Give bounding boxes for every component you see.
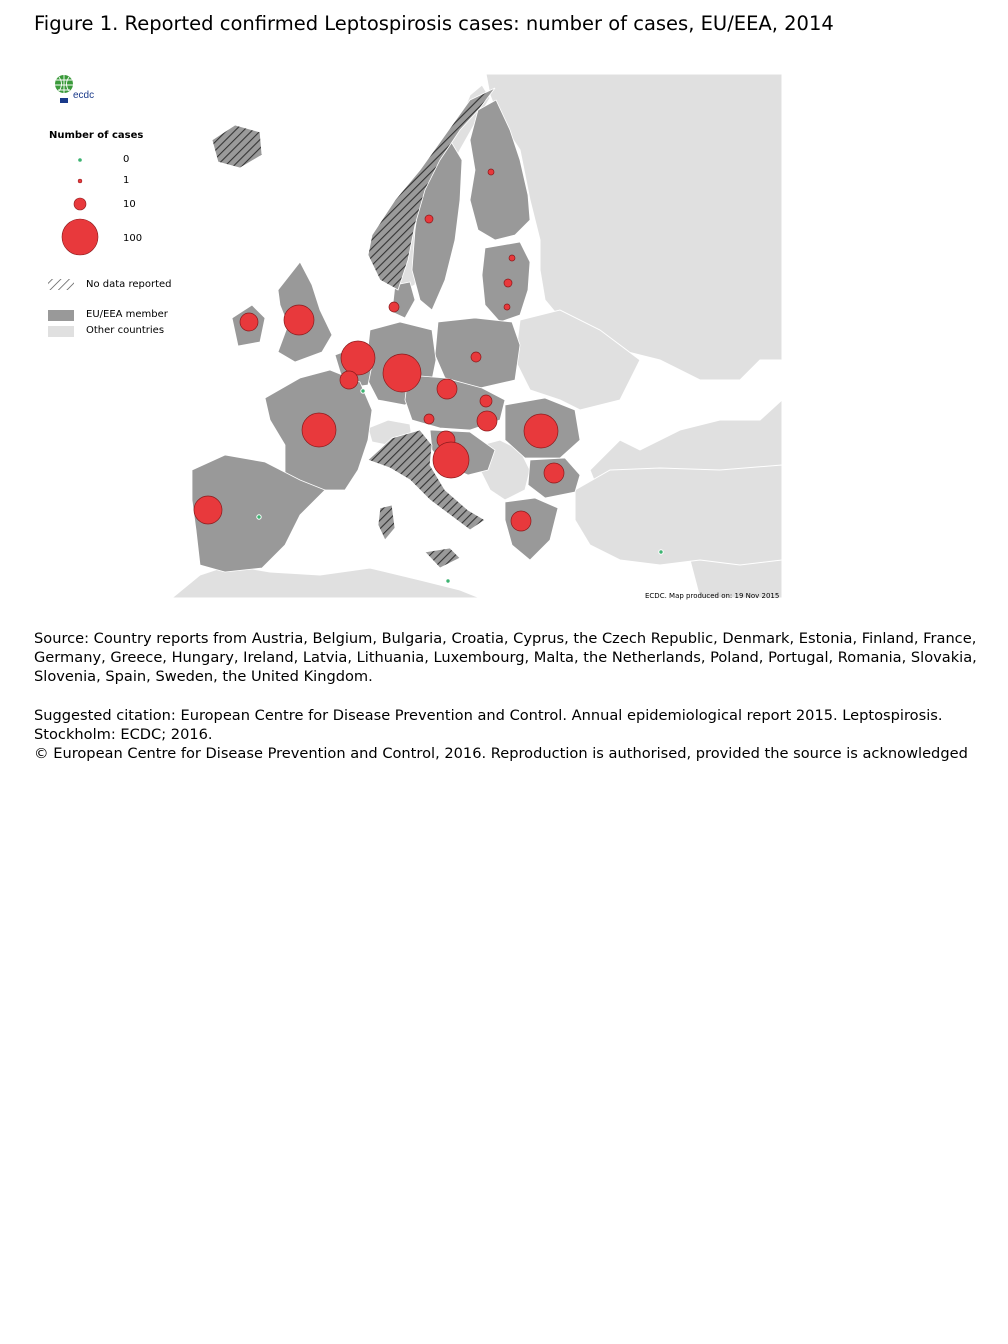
bubble-bulgaria[interactable] — [544, 463, 564, 483]
bubble-ireland[interactable] — [240, 313, 258, 331]
bubble-hungary[interactable] — [477, 411, 497, 431]
bubble-denmark[interactable] — [389, 302, 399, 312]
bubble-netherlands[interactable] — [341, 341, 375, 375]
citation-text: Suggested citation: European Centre for Disease Prevention and Control. Annual epidemiological report 2015. Leptospirosis. Stockholm: ECDC; 2016. — [34, 707, 943, 743]
logo-text: ecdc — [73, 90, 95, 101]
bubble-greece[interactable] — [511, 511, 531, 531]
bubble-sweden[interactable] — [425, 215, 433, 223]
map-canvas — [42, 72, 782, 601]
zero-marker-malta[interactable] — [446, 579, 450, 583]
bubble-slovakia[interactable] — [480, 395, 492, 407]
bubble-croatia[interactable] — [433, 442, 469, 478]
legend-ten-marker — [74, 198, 86, 210]
bubble-estonia[interactable] — [509, 255, 515, 261]
map-frame — [42, 72, 782, 601]
bubble-belgium[interactable] — [340, 371, 358, 389]
zero-marker-luxembourg[interactable] — [361, 389, 365, 393]
source-text: Source: Country reports from Austria, Belgium, Bulgaria, Croatia, Cyprus, the Czech Republic, Denmark, Estonia, Finland, France, Germany, Greece, Hungary, Ireland, Latvia, Lithuania, Luxembourg, Malta, the Netherlands, Poland, Portugal, Romania, Slovakia, Slovenia, Spain, Sweden, the United Kingdom. — [34, 630, 977, 685]
sicily-no-data — [425, 548, 460, 568]
bubble-france[interactable] — [302, 413, 336, 447]
legend-label-no-data: No data reported — [86, 279, 172, 290]
legend-title: Number of cases — [49, 130, 144, 141]
zero-marker-spain[interactable] — [257, 515, 261, 519]
iceland-no-data — [212, 125, 262, 168]
bubble-germany[interactable] — [383, 354, 421, 392]
bubble-lithuania[interactable] — [504, 304, 510, 310]
legend-label-hundred: 100 — [123, 233, 143, 244]
bubble-czech-republic[interactable] — [437, 379, 457, 399]
bubble-portugal[interactable] — [194, 496, 222, 524]
figure-title: Figure 1. Reported confirmed Leptospirosis cases: number of cases, EU/EEA, 2014 — [34, 12, 834, 35]
legend-label-one: 1 — [123, 175, 130, 186]
map-credit: ECDC. Map produced on: 19 Nov 2015 — [645, 592, 780, 600]
legend-one-marker — [78, 179, 82, 183]
copyright-text: © European Centre for Disease Prevention and Control, 2016. Reproduction is authorised, provided the source is acknowledged — [34, 745, 968, 762]
legend-label-other: Other countries — [86, 325, 165, 336]
greece — [505, 498, 558, 560]
legend-label-ten: 10 — [123, 199, 136, 210]
bubble-finland[interactable] — [488, 169, 494, 175]
bubble-romania[interactable] — [524, 414, 558, 448]
legend-eu-swatch — [48, 310, 74, 321]
legend-other-swatch — [48, 326, 74, 337]
zero-marker-cyprus[interactable] — [659, 550, 663, 554]
legend-label-eu: EU/EEA member — [86, 309, 168, 320]
turkey-region — [575, 465, 782, 565]
legend-label-zero: 0 — [123, 154, 130, 165]
legend-no-data-swatch — [48, 279, 74, 290]
bubble-latvia[interactable] — [504, 279, 512, 287]
bubble-austria[interactable] — [424, 414, 434, 424]
bubble-uk[interactable] — [284, 305, 314, 335]
legend-hundred-marker — [62, 219, 98, 255]
sardinia-no-data — [378, 505, 395, 540]
legend-zero-marker — [78, 158, 82, 162]
ecdc-logo — [55, 75, 94, 103]
bubble-poland[interactable] — [471, 352, 481, 362]
